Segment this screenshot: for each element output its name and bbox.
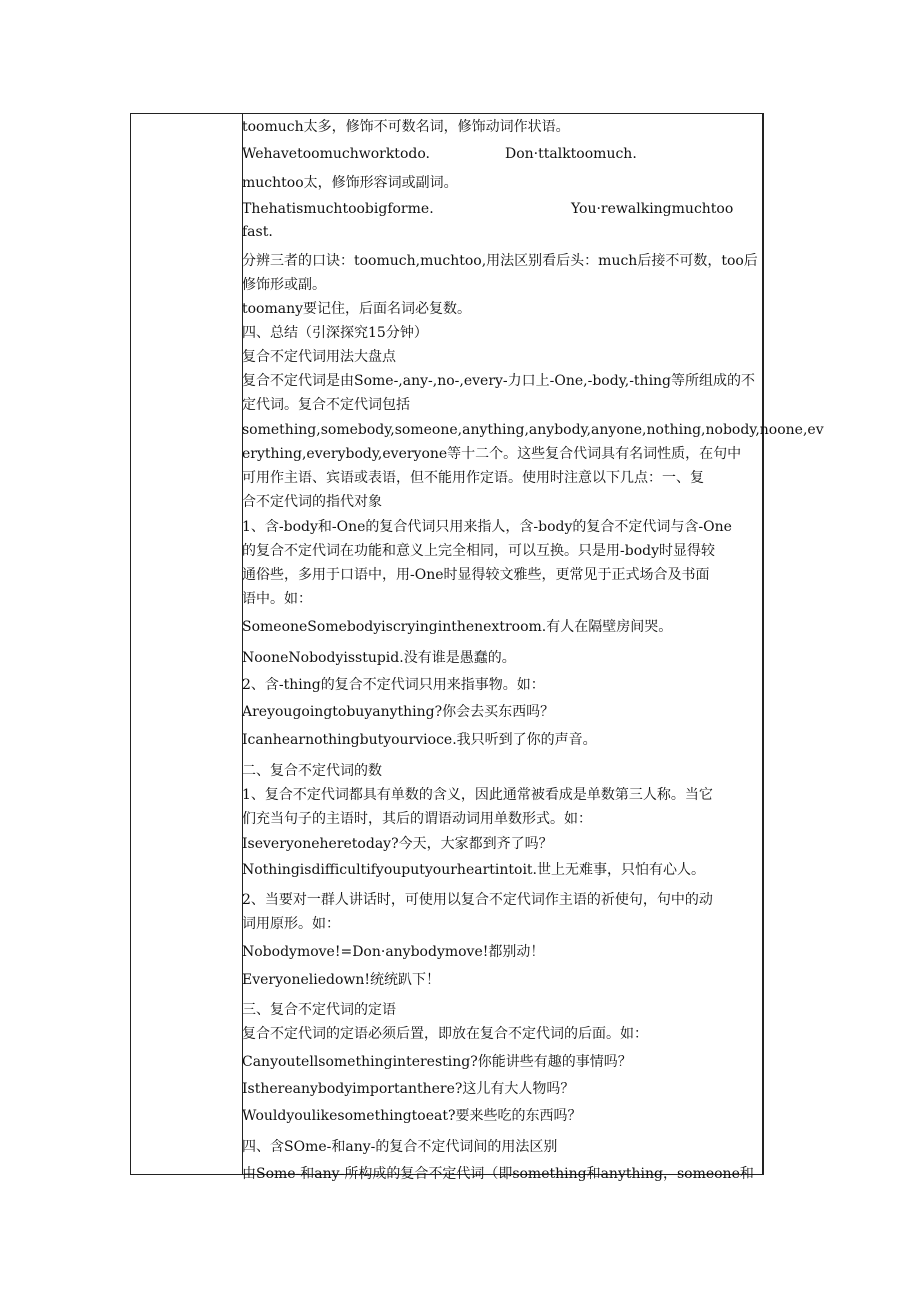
text-line: 词用原形。如：: [242, 916, 340, 932]
text-line: 通俗些，多用于口语中，用-One时显得较文雅些，更常见于正式场合及书面: [242, 567, 710, 583]
text-line: fast.: [242, 224, 273, 240]
text-line: 们充当句子的主语时，其后的谓语动词用单数形式。如：: [242, 811, 592, 827]
example-sentence: Everyoneliedown!统统趴下！: [242, 972, 441, 988]
example-sentence: Don·ttalktoomuch.: [505, 146, 637, 162]
section-heading: 二、复合不定代词的数: [242, 763, 382, 779]
clipped-line-container: [242, 1163, 762, 1182]
example-sentence: Nobodymove!=Don·anybodymove!都别动！: [242, 944, 545, 960]
section-heading: 复合不定代词用法大盘点: [242, 349, 396, 365]
text-line: 复合不定代词是由Some-,any-,no-,every-力口上-One,-body,-thing等所组成的不: [242, 373, 756, 389]
example-sentence: Isthereanybodyimportanthere?这儿有大人物吗？: [242, 1081, 575, 1097]
text-line: 1、复合不定代词都具有单数的含义，因此通常被看成是单数第三人称。当它: [242, 787, 713, 803]
example-sentence: Icanhearnothingbutyourvioce.我只听到了你的声音。: [242, 732, 597, 748]
text-line: muchtoo太，修饰形容词或副词。: [242, 175, 458, 191]
text-line: 修饰形或副。: [242, 277, 326, 293]
example-sentence: Wehavetoomuchworktodo.: [242, 146, 430, 162]
text-line: toomany要记住，后面名词必复数。: [242, 301, 472, 317]
text-line: 1、含-body和-One的复合代词只用来指人，含-body的复合不定代词与含-One: [242, 519, 732, 535]
example-sentence: Areyougoingtobuyanything?你会去买东西吗？: [242, 704, 555, 720]
text-line: 2、含-thing的复合不定代词只用来指事物。如：: [242, 677, 545, 693]
column-divider-right: [762, 114, 763, 1174]
text-line: 定代词。复合不定代词包括: [242, 397, 410, 413]
example-sentence: NooneNobodyisstupid.没有谁是愚蠢的。: [242, 650, 516, 666]
example-sentence: You·rewalkingmuchtoo: [571, 201, 734, 217]
text-line: 语中。如：: [242, 591, 312, 607]
table-cell-content: [242, 113, 824, 1182]
example-sentence: Canyoutellsomethinginteresting?你能讲些有趣的事情吗？: [242, 1054, 632, 1070]
text-line-clipped: 由Some-和any-所构成的复合不定代词（即something和anything，someone和: [242, 1166, 754, 1182]
example-sentence: Thehatismuchtoobigforme.: [242, 201, 434, 217]
text-line: 2、当要对一群人讲话时，可使用以复合不定代词作主语的祈使句，句中的动: [242, 892, 713, 908]
example-sentence: Nothingisdifficultifyouputyourheartintoit.世上无难事，只怕有心人。: [242, 862, 705, 878]
text-line: something,somebody,someone,anything,anybody,anyone,nothing,nobody,noone,ev: [242, 422, 824, 438]
example-sentence: Wouldyoulikesomethingtoeat?要来些吃的东西吗？: [242, 1108, 582, 1124]
text-line: 复合不定代词的定语必须后置，即放在复合不定代词的后面。如：: [242, 1026, 648, 1042]
text-line: 分辨三者的口诀：toomuch,muchtoo,用法区别看后头：much后接不可数，too后: [242, 253, 758, 269]
section-heading: 四、含SOme-和any-的复合不定代词间的用法区别: [242, 1139, 558, 1155]
section-heading: 三、复合不定代词的定语: [242, 1002, 396, 1018]
text-line: 的复合不定代词在功能和意义上完全相同，可以互换。只是用-body时显得较: [242, 543, 715, 559]
text-line: erything,everybody,everyone等十二个。这些复合代词具有名词性质，在句中: [242, 446, 742, 462]
text-line: toomuch太多，修饰不可数名词，修饰动词作状语。: [242, 119, 570, 135]
text-line: 可用作主语、宾语或表语，但不能用作定语。使用时注意以下几点：一、复: [242, 470, 704, 486]
example-sentence: SomeoneSomebodyiscryinginthenextroom.有人在隔壁房间哭。: [242, 619, 673, 635]
text-line: 合不定代词的指代对象: [242, 494, 382, 510]
example-sentence: Iseveryoneheretoday?今天，大家都到齐了吗？: [242, 836, 553, 852]
section-heading: 四、总结（引深探究15分钟）: [242, 325, 428, 341]
